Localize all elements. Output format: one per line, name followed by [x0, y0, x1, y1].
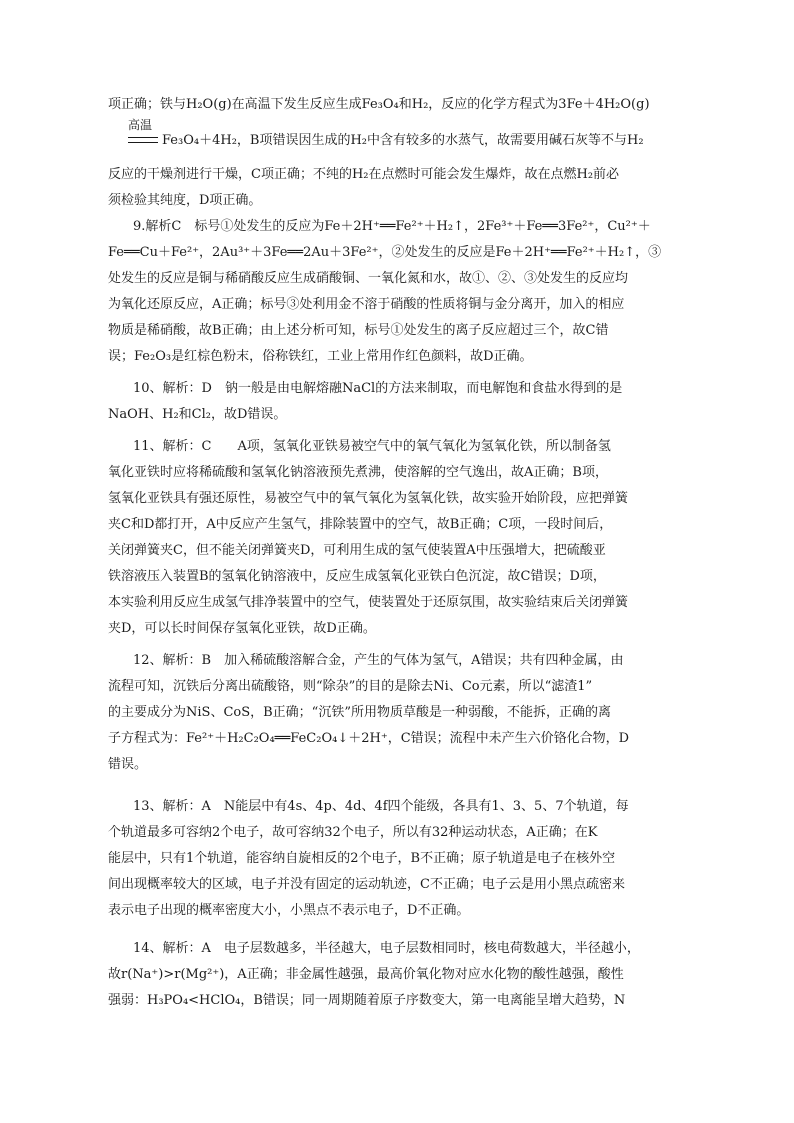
text-line: 表示电子出现的概率密度大小，小黑点不表示电子，D不正确。 [108, 903, 470, 918]
text-line: 错误。 [108, 757, 148, 772]
text-line: 氧化亚铁时应将稀硫酸和氢氧化钠溶液预先煮沸，使溶解的空气逸出，故A正确；B项， [108, 465, 608, 480]
answer-9-line: 9.解析C 标号①处发生的反应为Fe＋2H⁺══Fe²⁺＋H₂↑，2Fe³⁺＋Fe══3Fe²⁺，Cu²⁺＋ [133, 219, 651, 234]
text-line: 子方程式为：Fe²⁺＋H₂C₂O₄══FeC₂O₄↓＋2H⁺，C错误；流程中未产生六价铬化合物，D [108, 731, 630, 746]
answer-11-line: 11、解析：C A项，氢氧化亚铁易被空气中的氧气氧化为氢氧化铁，所以制备氢 [133, 439, 611, 454]
text-line: 须检验其纯度，D项正确。 [108, 193, 262, 208]
answer-13-line: 13、解析：A N能层中有4s、4p、4d、4f四个能级，各具有1、3、5、7个轨道，每 [133, 799, 629, 814]
text-line: 能层中，只有1个轨道，能容纳自旋相反的2个电子，B不正确；原子轨道是电子在核外空 [108, 851, 616, 866]
text-line: 关闭弹簧夹C，但不能关闭弹簧夹D，可利用生成的氢气使装置A中压强增大，把硫酸亚 [108, 543, 606, 558]
text-line: 误；Fe₂O₃是红棕色粉末，俗称铁红，工业上常用作红色颜料，故D正确。 [108, 349, 533, 364]
text-line: 氢氧化亚铁具有强还原性，易被空气中的氧气氧化为氢氧化铁，故实验开始阶段，应把弹簧 [108, 491, 629, 506]
equals-sign-icon [128, 137, 158, 143]
text-line: 夹C和D都打开，A中反应产生氢气，排除装置中的空气，故B正确；C项，一段时间后， [108, 517, 613, 532]
text-line: 反应的干燥剂进行干燥，C项正确；不纯的H₂在点燃时可能会发生爆炸，故在点燃H₂前必 [108, 167, 620, 182]
answer-12-line: 12、解析：B 加入稀硫酸溶解合金，产生的气体为氢气，A错误；共有四种金属，由 [133, 653, 624, 668]
text-line: 铁溶液压入装置B的氢氧化钠溶液中，反应生成氢氧化亚铁白色沉淀，故C错误；D项， [108, 569, 606, 584]
text-line: 夹D，可以长时间保存氢氧化亚铁，故D正确。 [108, 621, 376, 636]
answer-14-line: 14、解析：A 电子层数越多，半径越大，电子层数相同时，核电荷数越大，半径越小， [133, 941, 640, 956]
text-line: 个轨道最多可容纳2个电子，故可容纳32个电子，所以有32种运动状态，A正确；在K [108, 825, 598, 840]
text-line: 流程可知，沉铁后分离出硫酸铬，则“除杂”的目的是除去Ni、Co元素，所以“滤渣1” [108, 679, 593, 694]
text-line: 的主要成分为NiS、CoS，B正确；“沉铁”所用物质草酸是一种弱酸，不能拆，正确的离 [108, 705, 611, 720]
answer-10-line: 10、解析：D 钠一般是由电解熔融NaCl的方法来制取，而电解饱和食盐水得到的是 [133, 381, 623, 396]
text-line: 故r(Na⁺)>r(Mg²⁺)，A正确；非金属性越强，最高价氧化物对应水化物的酸性越强，酸性 [108, 967, 624, 982]
text-line: Fe₃O₄＋4H₂，B项错误因生成的H₂中含有较多的水蒸气，故需要用碱石灰等不与H₂ [162, 133, 644, 148]
text-line: 处发生的反应是铜与稀硝酸反应生成硝酸铜、一氧化氮和水，故①、②、③处发生的反应均 [108, 271, 629, 286]
text-line: 为氧化还原反应，A正确；标号③处利用金不溶于硝酸的性质将铜与金分离开，加入的相应 [108, 297, 625, 312]
reaction-condition: 高温 [128, 118, 153, 132]
text-line: 项正确；铁与H₂O(g)在高温下发生反应生成Fe₃O₄和H₂，反应的化学方程式为3Fe＋4H₂O(g) [108, 97, 650, 112]
text-line: 物质是稀硝酸，故B正确；由上述分析可知，标号①处发生的离子反应超过三个，故C错 [108, 323, 609, 338]
text-line: 强弱：H₃PO₄<HClO₄，B错误；同一周期随着原子序数变大，第一电离能呈增大趋势，N [108, 993, 626, 1008]
text-line: NaOH、H₂和Cl₂，故D错误。 [108, 407, 287, 422]
text-line: 间出现概率较大的区域，电子并没有固定的运动轨迹，C不正确；电子云是用小黑点疏密来 [108, 877, 625, 892]
text-line: Fe══Cu＋Fe²⁺，2Au³⁺＋3Fe══2Au＋3Fe²⁺，②处发生的反应是Fe＋2H⁺══Fe²⁺＋H₂↑，③ [108, 245, 662, 260]
text-line: 本实验利用反应生成氢气排净装置中的空气，使装置处于还原氛围，故实验结束后关闭弹簧 [108, 595, 629, 610]
